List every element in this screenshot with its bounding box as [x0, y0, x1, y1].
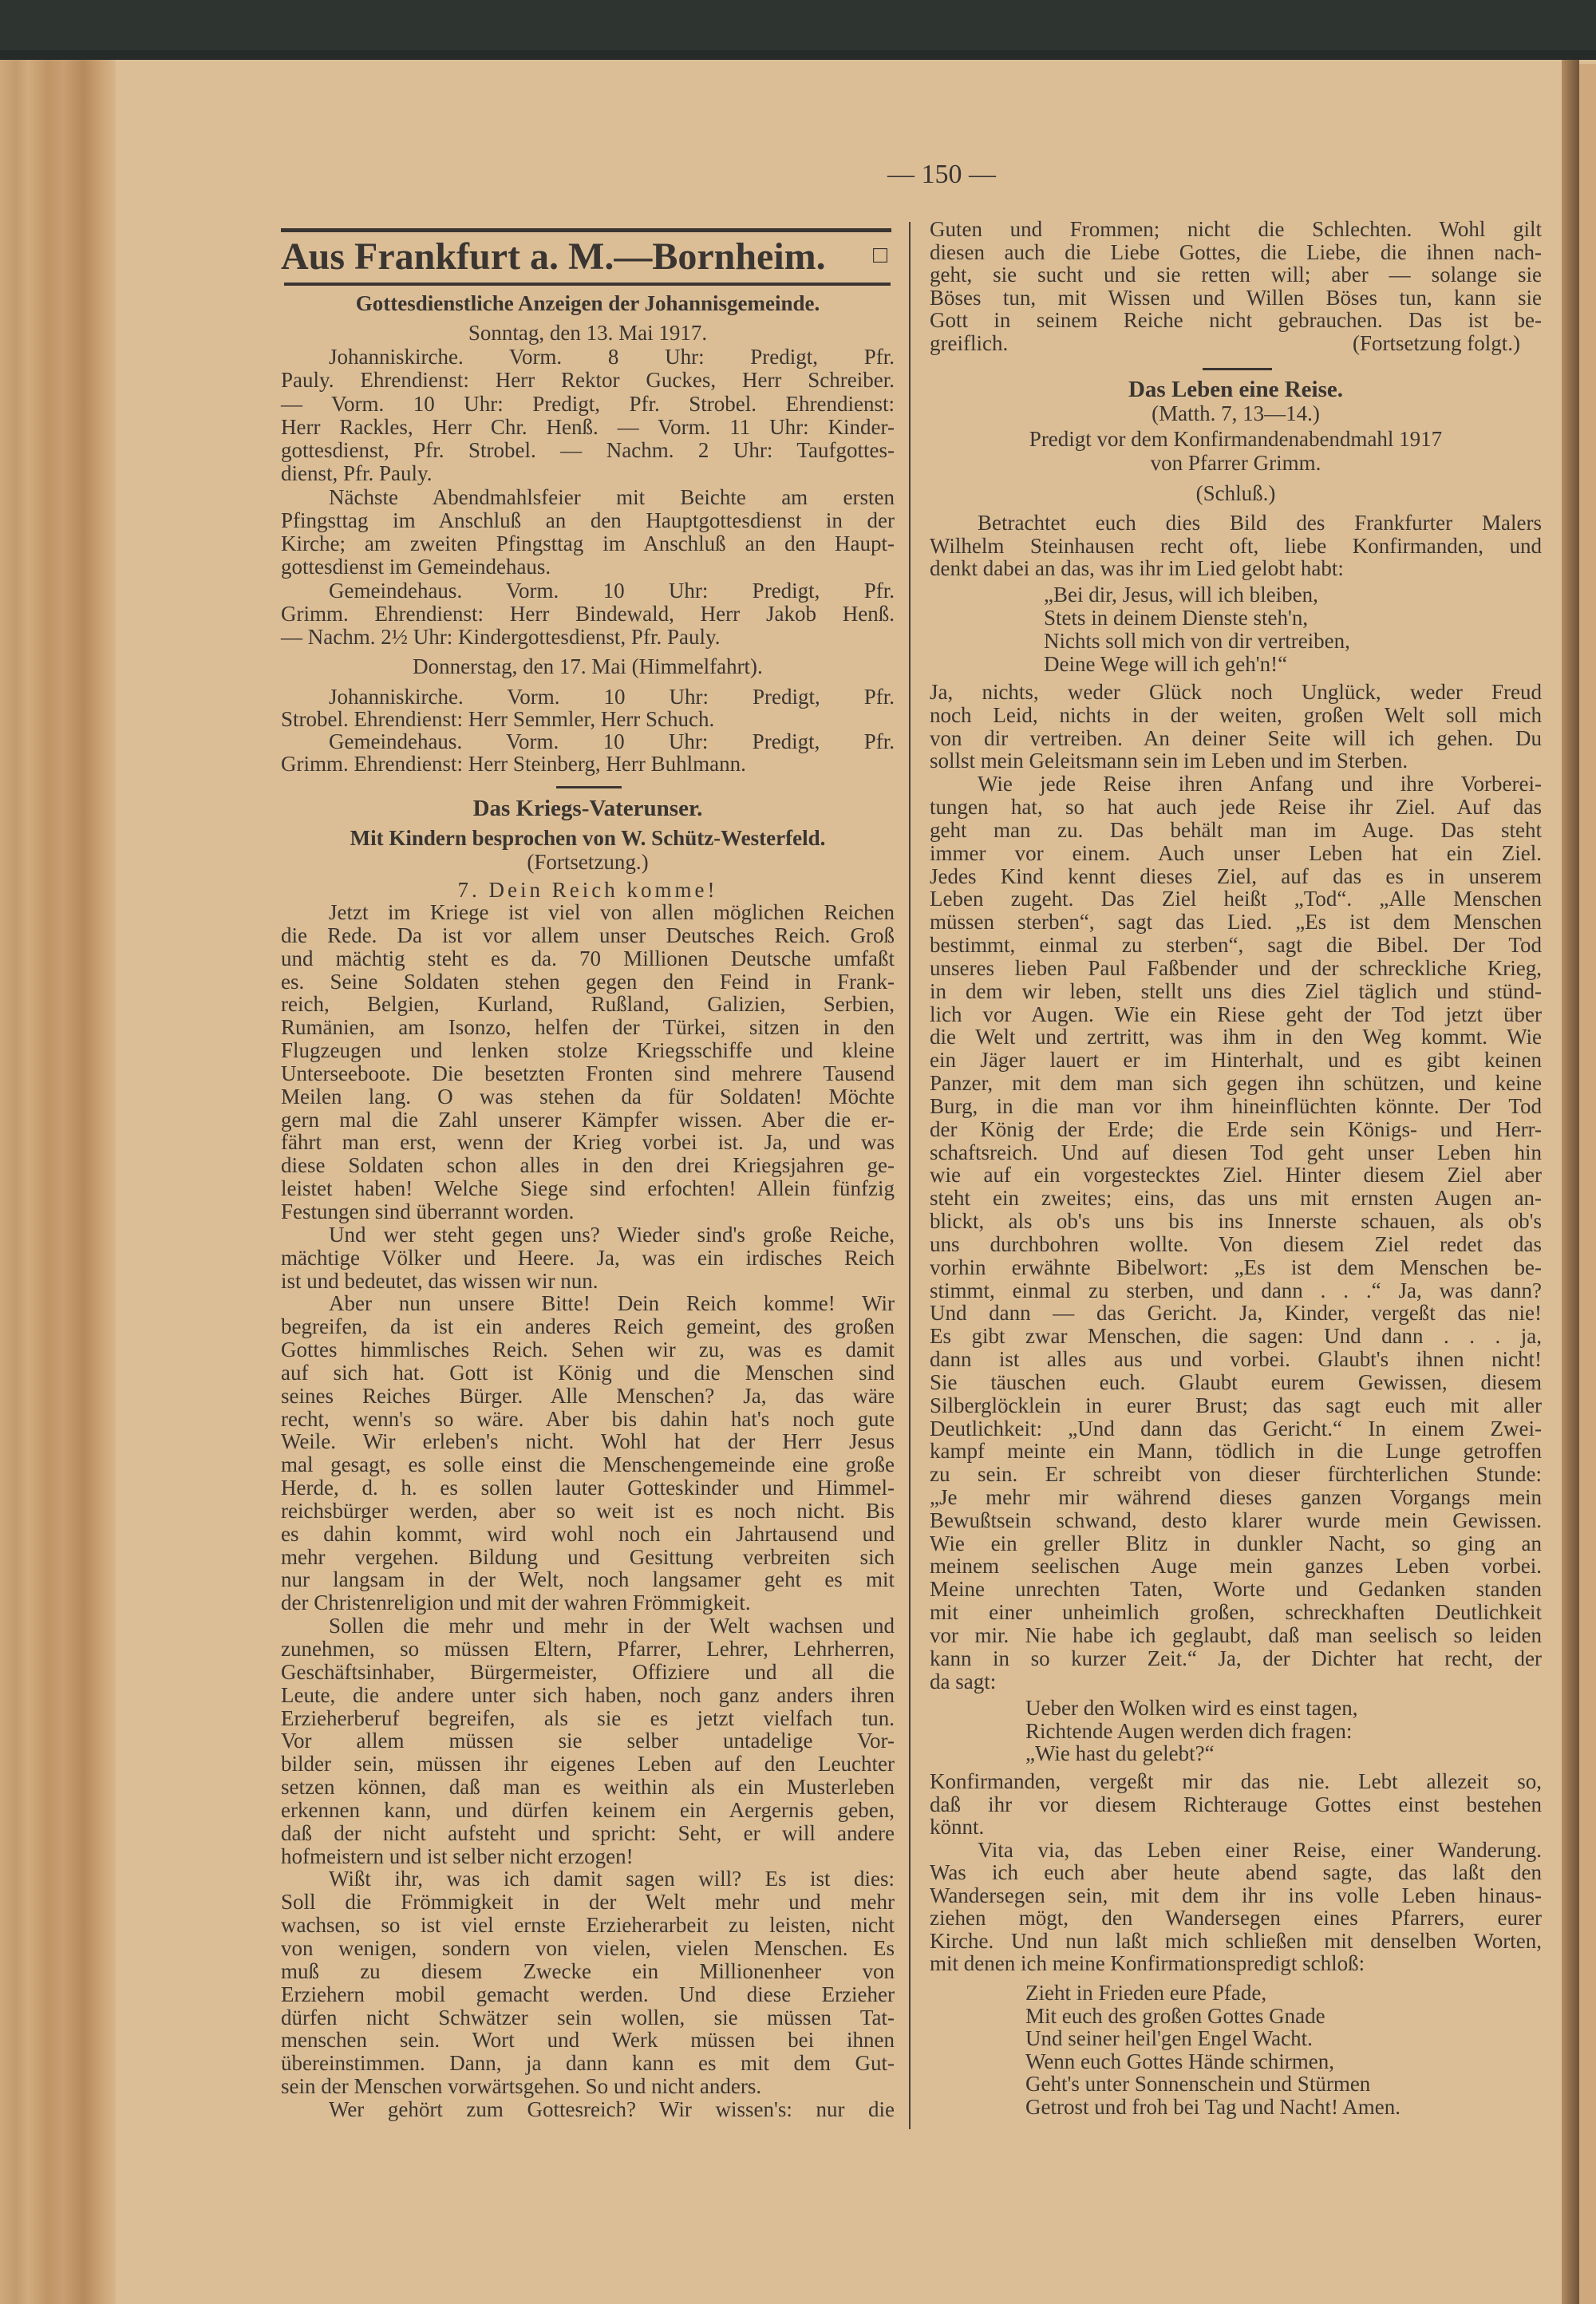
text-line: müssen sterben“, sagt das Lied. „Es ist dem Menschen [930, 910, 1542, 935]
next-page-edge [1579, 64, 1596, 2304]
article-note: (Fortsetzung.) [527, 850, 649, 874]
text-line: wie auf ein vorgestecktes Ziel. Hinter diesem Ziel aber [930, 1163, 1542, 1188]
text-line: Strobel. Ehrendienst: Herr Semmler, Herr Schuch. [281, 707, 715, 731]
text-line: Pfingsttag im Anschluß an den Hauptgottesdienst in der [281, 508, 895, 532]
text-line: Herde, d. h. es sollen lauter Gotteskinder und Himmel- [281, 1476, 895, 1500]
text-line: der König der Erde; die Erde sein Königs- und Herr- [930, 1116, 1542, 1141]
verse-line: Und seiner heil'gen Engel Wacht. [1025, 2026, 1313, 2051]
text-line: der Christenreligion und mit der wahren Frömmigkeit. [281, 1591, 751, 1615]
text-line: leistet haben! Welche Siege sind erfochten! Allein fünfzig [281, 1176, 895, 1201]
text-line: die Welt und zertritt, was ihm in den Weg kommt. Wie [930, 1025, 1542, 1049]
text-line: Johanniskirche. Vorm. 8 Uhr: Predigt, Pfr. [329, 345, 895, 369]
text-line: wachsen, so ist viel ernste Erzieherarbeit zu leisten, nicht [281, 1913, 895, 1938]
text-line: bestimmt, einmal zu sterben“, sagt die Bibel. Der Tod [930, 933, 1542, 958]
sermon-blessing-verse [1025, 1982, 1400, 2119]
article-body [281, 901, 895, 2121]
text-line: Wandersegen sein, mit dem ihr ins volle Leben hinaus- [930, 1883, 1542, 1907]
text-line: von wenigen, sondern von vielen, vielen Menschen. Es [281, 1935, 895, 1960]
text-line: vorhin erwähnte Bibelwort: „Es ist dem Menschen be- [930, 1255, 1542, 1279]
article-byline: Mit Kindern besprochen von W. Schütz-Westerfeld. [350, 826, 826, 850]
notices-date-sunday: Sonntag, den 13. Mai 1917. [468, 321, 708, 345]
separator-rule [1203, 368, 1272, 370]
verse-line: Richtende Augen werden dich fragen: [1025, 1718, 1353, 1743]
text-line: Wißt ihr, was ich damit sagen will? Es ist dies: [329, 1867, 895, 1891]
text-line: Herr Rackles, Herr Chr. Henß. — Vorm. 11 Uhr: Kinder- [281, 414, 895, 439]
text-line: greiflich. [930, 330, 1009, 355]
text-line: sein der Menschen vorwärtsgehen. So und nicht anders. [281, 2074, 762, 2099]
section-title: Aus Frankfurt a. M.—Bornheim. [281, 235, 826, 278]
verse-line: Zieht in Frieden eure Pfade, [1025, 1981, 1267, 2005]
text-line: dann ist alles aus und vorbei. Glaubt's ihnen nicht! [930, 1347, 1542, 1372]
verse-line: „Wie hast du gelebt?“ [1025, 1741, 1215, 1765]
text-line: reich, Belgien, Kurland, Rußland, Galizien, Serbien, [281, 992, 895, 1017]
page-number: — 150 — [887, 160, 996, 189]
text-line: Geschäftsinhaber, Bürgermeister, Offiziere und all die [281, 1659, 895, 1684]
sermon-occasion: Predigt vor dem Konfirmandenabendmahl 1917 [1029, 427, 1443, 451]
text-line: Konfirmanden, vergeßt mir das nie. Lebt allezeit so, [930, 1769, 1542, 1793]
text-line: ein Jäger lauert er im Hinterhalt, und es gibt keinen [930, 1048, 1542, 1073]
text-line: und mächtig steht es da. 70 Millionen Deutsche umfaßt [281, 946, 895, 970]
text-line: reichsbürger werden, aber so weit ist es noch nicht. Bis [281, 1498, 895, 1523]
section-marker-icon: □ [873, 242, 888, 268]
notices-thursday-body [281, 686, 895, 775]
text-line: diese Soldaten schon alles in den drei Kriegsjahren ge- [281, 1153, 895, 1178]
text-line: Wie ein greller Blitz in dunkler Nacht, so ging an [930, 1531, 1542, 1555]
text-line: steht ein zweites; eins, das uns mit ernsten Augen an- [930, 1186, 1542, 1211]
text-line: meinem seelischen Auge mein ganzes Leben vorbei. [930, 1554, 1542, 1579]
text-line: hofmeistern und ist selber nicht erzogen! [281, 1844, 634, 1868]
text-line: Silberglöcklein in eurer Brust; das sagt euch mit aller [930, 1393, 1542, 1417]
text-line: Meine unrechten Taten, Worte und Gedanken standen [930, 1577, 1542, 1602]
text-line: Weile. Wir erleben's nicht. Wohl hat der Herr Jesus [281, 1429, 895, 1454]
text-line: menschen sein. Wort und Werk müssen bei ihnen [281, 2028, 895, 2053]
text-line: — Nachm. 2½ Uhr: Kindergottesdienst, Pfr. Pauly. [281, 625, 721, 649]
text-line: gottesdienst, Pfr. Strobel. — Nachm. 2 Uhr: Taufgottes- [281, 438, 895, 462]
verse-line: Ueber den Wolken wird es einst tagen, [1025, 1696, 1358, 1720]
sermon-intro [930, 512, 1542, 580]
text-line: zunehmen, so müssen Eltern, Pfarrer, Lehrer, Lehrherren, [281, 1637, 895, 1661]
sermon-poem-verse [1025, 1697, 1357, 1765]
text-line: Pauly. Ehrendienst: Herr Rektor Guckes, Herr Schreiber. [281, 368, 895, 393]
text-line: Und dann — das Gericht. Ja, Kinder, vergeßt das nie! [930, 1301, 1542, 1326]
text-line: Unterseeboote. Die besetzten Fronten sind mehrere Tausend [281, 1061, 895, 1085]
sermon-note: (Schluß.) [1195, 481, 1276, 505]
text-line: uns durchbohren wollte. Von diesem Ziel redet das [930, 1231, 1542, 1256]
text-line: Sollen die mehr und mehr in der Welt wachsen und [329, 1614, 895, 1638]
text-line: Festungen sind überrannt worden. [281, 1199, 575, 1223]
text-line: Panzer, mit dem man sich gegen ihn schützen, und keine [930, 1071, 1542, 1096]
text-line: daß der nicht aufsteht und spricht: Seht, er will andere [281, 1820, 895, 1845]
text-line: die Rede. Da ist vor allem unser Deutsches Reich. Groß [281, 923, 895, 947]
text-line: nur langsam in der Welt, noch langsamer geht es mit [281, 1567, 895, 1592]
sermon-closing [930, 1770, 1542, 1975]
notices-sunday-body [281, 346, 895, 649]
verse-line: Stets in deinem Dienste steh'n, [1044, 606, 1309, 630]
text-line: Jetzt im Kriege ist viel von allen möglichen Reichen [329, 900, 895, 924]
text-line: könnt. [930, 1815, 985, 1839]
continuation-note: (Fortsetzung folgt.) [1353, 331, 1520, 355]
text-line: Burg, in die man vor ihm hineinflüchten könnte. Der Tod [930, 1093, 1542, 1118]
text-line: Ja, nichts, weder Glück noch Unglück, weder Freud [930, 680, 1542, 704]
text-line: immer vor einem. Auch unser Leben hat ein Ziel. [930, 840, 1542, 865]
text-line: bilder sein, müssen ihr eigenes Leben auf den Leuchter [281, 1752, 895, 1776]
text-line: von dir vertreiben. An deiner Seite will ich gehen. Du [930, 725, 1542, 750]
text-line: diesen auch die Liebe Gottes, die Liebe, die ihnen nach- [930, 239, 1542, 264]
text-line: lich vor Augen. Wie ein Riese geht der Tod jetzt über [930, 1002, 1542, 1026]
verse-line: Deine Wege will ich geh'n!“ [1044, 652, 1288, 676]
text-line: Aber nun unsere Bitte! Dein Reich komme! Wir [329, 1291, 895, 1316]
text-line: Grimm. Ehrendienst: Herr Steinberg, Herr Buhlmann. [281, 752, 746, 776]
section-rule-top [281, 228, 891, 232]
verse-line: Nichts soll mich von dir vertreiben, [1044, 629, 1350, 653]
text-line: mal gesagt, es solle einst die Menschengemeinde eine große [281, 1452, 895, 1477]
verse-line: „Bei dir, Jesus, will ich bleiben, [1044, 583, 1318, 607]
text-line: ist und bedeutet, das wissen wir nun. [281, 1268, 598, 1293]
text-line: Nächste Abendmahlsfeier mit Beichte am ersten [329, 484, 895, 509]
text-line: es dahin kommt, wird wohl noch ein Jahrtausend und [281, 1521, 895, 1546]
article-title: Das Kriegs-Vaterunser. [472, 796, 703, 821]
text-line: geht, sie sucht und sie retten will; aber — solange sie [930, 263, 1542, 287]
text-line: Bewußtsein schwand, desto klarer wurde mein Gewissen. [930, 1508, 1542, 1532]
text-line: Grimm. Ehrendienst: Herr Bindewald, Herr Jakob Henß. [281, 601, 895, 626]
text-line: geht man zu. Das behält man im Auge. Das steht [930, 817, 1542, 842]
notices-heading: Gottesdienstliche Anzeigen der Johannisgemeinde. [355, 291, 820, 315]
text-line: Soll die Frömmigkeit in der Welt mehr und mehr [281, 1890, 895, 1915]
text-line: Leute, die andere unter sich haben, noch ganz anders ihren [281, 1682, 895, 1707]
text-line: unseres lieben Paul Faßbender und der schreckliche Krieg, [930, 955, 1542, 980]
text-line: erkennen kann, und dürfen keinem ein Aergernis geben, [281, 1797, 895, 1822]
text-line: begreifen, da ist ein anderes Reich gemeint, des großen [281, 1314, 895, 1339]
text-line: Kirche; am zweiten Pfingsttag im Anschluß an den Haupt- [281, 532, 895, 555]
text-line: Erzieherberuf begreifen, als sie es jetzt vielfach tun. [281, 1705, 895, 1730]
verse-line: Wenn euch Gottes Hände schirmen, [1025, 2049, 1334, 2073]
text-line: Erziehern mobil gemacht werden. Und diese Erzieher [281, 1982, 895, 2006]
text-line: Gott in seinem Reiche nicht gebrauchen. Das ist be- [930, 308, 1542, 333]
text-line: muß zu diesem Zwecke ein Millionenheer von [281, 1958, 895, 1983]
article-subheading: 7. Dein Reich komme! [457, 878, 718, 902]
text-line: Vita via, das Leben einer Reise, einer Wanderung. [978, 1837, 1542, 1862]
text-line: Es gibt zwar Menschen, die sagen: Und dann . . . ja, [930, 1324, 1542, 1349]
notices-date-thursday: Donnerstag, den 17. Mai (Himmelfahrt). [413, 654, 763, 678]
text-line: mit denen ich meine Konfirmationspredigt schloß: [930, 1951, 1365, 1975]
text-line: es. Seine Soldaten stehen gegen den Feind in Frank- [281, 969, 895, 994]
sermon-author: von Pfarrer Grimm. [1150, 451, 1321, 475]
text-line: dürfen nicht Schwätzer sein wollen, sie müssen Tat- [281, 2005, 895, 2029]
sermon-body [930, 681, 1542, 1693]
book-spine-page-edges [0, 60, 116, 2304]
text-line: tungen hat, so hat auch jede Reise ihr Ziel. Auf das [930, 795, 1542, 820]
column-divider [909, 222, 911, 2129]
text-line: Gemeindehaus. Vorm. 10 Uhr: Predigt, Pfr. [329, 729, 895, 753]
text-line: sollst mein Geleitsmann sein im Leben und im Sterben. [930, 749, 1408, 773]
sermon-title: Das Leben eine Reise. [1128, 377, 1344, 402]
text-line: Wer gehört zum Gottesreich? Wir wissen's: nur die [329, 2097, 895, 2121]
page-edge-shadow [1562, 60, 1579, 2304]
text-line: ziehen mögt, den Wandersegen eines Pfarrers, eurer [930, 1906, 1542, 1930]
text-line: blickt, als ob's uns bis ins Innerste schauen, als ob's [930, 1209, 1542, 1234]
text-line: Johanniskirche. Vorm. 10 Uhr: Predigt, Pfr. [329, 685, 895, 709]
text-line: denkt dabei an das, was ihr im Lied gelobt habt: [930, 556, 1344, 580]
text-line: vor mir. Nie habe ich geglaubt, daß man seelisch so leiden [930, 1622, 1542, 1647]
text-line: Flugzeugen und lenken stolze Kriegsschiffe und kleine [281, 1038, 895, 1063]
text-line: Und wer steht gegen uns? Wieder sind's große Reiche, [329, 1222, 895, 1247]
text-line: Wie jede Reise ihren Anfang und ihre Vorberei- [978, 772, 1542, 796]
sermon-hymn-verse [1044, 583, 1350, 676]
text-line: daß ihr vor diesem Richterauge Gottes einst bestehen [930, 1792, 1542, 1816]
text-line: mehr vergehen. Bildung und Gesittung verbreiten sich [281, 1544, 895, 1569]
text-line: — Vorm. 10 Uhr: Predigt, Pfr. Strobel. Ehrendienst: [281, 391, 895, 416]
text-line: schaftsreich. Und auf diesen Tod geht unser Leben hin [930, 1140, 1542, 1164]
text-line: auf sich hat. Gott ist König und die Menschen sind [281, 1360, 895, 1385]
text-line: „Je mehr mir während dieses ganzen Vorgangs mein [930, 1484, 1542, 1509]
text-line: Vor allem müssen sie selber untadelige Vor- [281, 1729, 895, 1753]
text-line: dienst, Pfr. Pauly. [281, 461, 433, 486]
text-line: mächtige Völker und Heere. Ja, was ein irdisches Reich [281, 1245, 895, 1270]
text-line: in dem wir leben, stellt uns dies Ziel täglich und stünd- [930, 978, 1542, 1003]
text-line: recht, wenn's so wäre. Aber bis dahin hat's noch gute [281, 1406, 895, 1431]
verse-line: Geht's unter Sonnenschein und Stürmen [1025, 2072, 1371, 2097]
text-line: Böses tun, mit Wissen und Willen Böses tun, kann sie [930, 285, 1542, 310]
text-line: Sie täuschen euch. Glaubt eurem Gewissen, diesem [930, 1369, 1542, 1394]
text-line: gottesdienst im Gemeindehaus. [281, 555, 551, 579]
text-line: gern mal die Zahl unserer Kämpfer wissen. Aber die er- [281, 1107, 895, 1132]
separator-rule [556, 786, 622, 788]
book-cover-edge [0, 0, 1596, 60]
text-line: Gemeindehaus. Vorm. 10 Uhr: Predigt, Pfr. [329, 578, 895, 603]
text-line: fährt man erst, wenn der Krieg vorbei ist. Ja, und was [281, 1130, 895, 1155]
text-line: Jedes Kind kennt dieses Ziel, auf das es in unserem [930, 864, 1542, 888]
text-line: Deutlichkeit: „Und dann das Gericht.“ In einem Zwei- [930, 1416, 1542, 1440]
text-line: da sagt: [930, 1669, 997, 1693]
text-line: mit einer unheimlich großen, schreckhaften Deutlichkeit [930, 1600, 1542, 1625]
text-line: Leben zugeht. Das Ziel heißt „Tod“. „Alle Menschen [930, 887, 1542, 911]
text-line: Betrachtet euch dies Bild des Frankfurter Malers [978, 511, 1542, 535]
text-line: Meilen lang. O was stehen da für Soldaten! Möchte [281, 1084, 895, 1109]
verse-line: Getrost und froh bei Tag und Nacht! Amen. [1025, 2094, 1401, 2119]
text-line: Guten und Frommen; nicht die Schlechten. Wohl gilt [930, 217, 1542, 241]
text-line: Gottes himmlisches Reich. Sehen wir zu, was es damit [281, 1338, 895, 1362]
text-line: Was ich euch aber heute abend sagte, das laßt den [930, 1860, 1542, 1884]
text-line: setzen können, daß man es weithin als ein Musterleben [281, 1775, 895, 1800]
text-line: Wilhelm Steinhausen recht oft, liebe Konfirmanden, und [930, 533, 1542, 558]
sermon-reference: (Matth. 7, 13—14.) [1152, 401, 1320, 425]
text-line: Kirche. Und nun laßt mich schließen mit denselben Worten, [930, 1928, 1542, 1953]
text-line: stimmt, einmal zu sterben, und dann . . .“ Ja, was dann? [930, 1278, 1542, 1302]
verse-line: Mit euch des großen Gottes Gnade [1025, 2003, 1325, 2028]
text-line: noch Leid, nichts in der weiten, großen Welt soll mich [930, 702, 1542, 727]
text-line: kann in so kurzer Zeit.“ Ja, der Dichter hat recht, der [930, 1646, 1542, 1670]
text-line: übereinstimmen. Dann, ja dann kann es mit dem Gut- [281, 2051, 895, 2076]
text-line: zu sein. Er schreibt von dieser fürchterlichen Stunde: [930, 1462, 1542, 1487]
text-line: Rumänien, am Isonzo, helfen der Türkei, sitzen in den [281, 1015, 895, 1040]
text-line: seines Reiches Bürger. Alle Menschen? Ja, das wäre [281, 1383, 895, 1408]
section-rule-bottom [284, 283, 891, 286]
text-line: kampf meinte ein Mann, tödlich in die Lunge getroffen [930, 1439, 1542, 1464]
